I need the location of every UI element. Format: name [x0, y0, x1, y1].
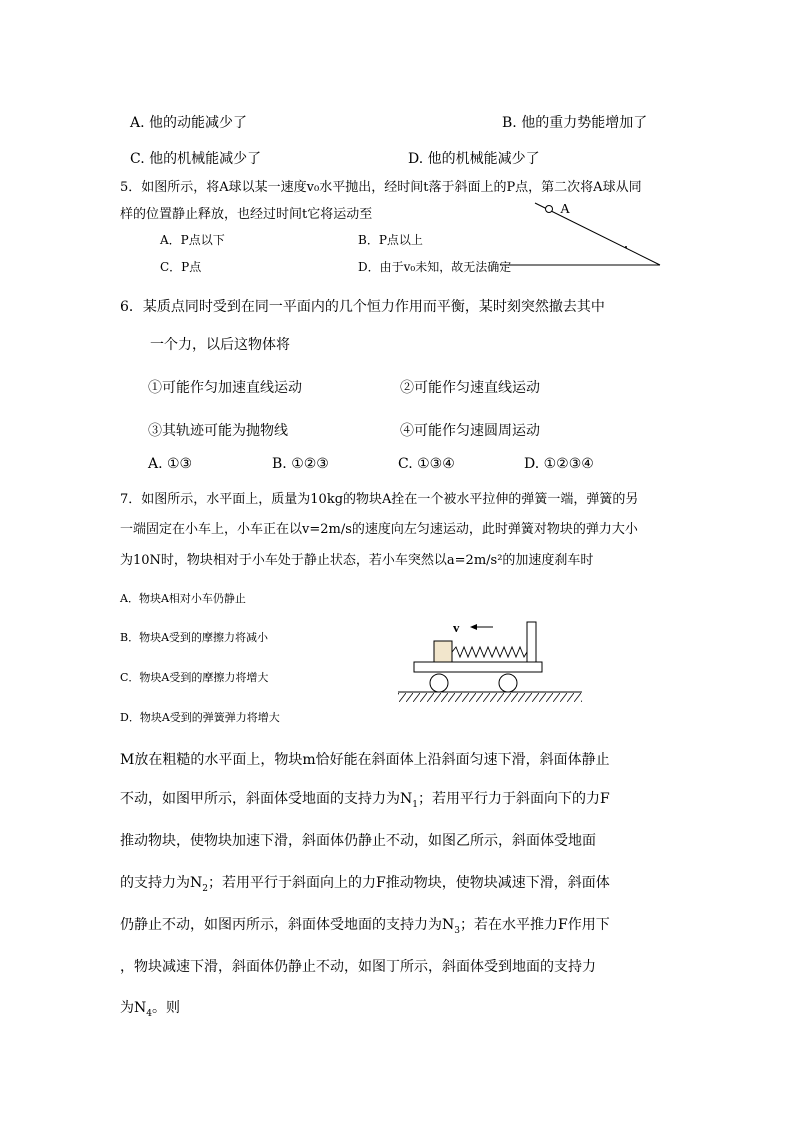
q7-option-b: B．物块A受到的摩擦力将减小: [120, 631, 269, 644]
q5-option-a: A．P点以下: [160, 233, 225, 247]
q8-line5: 仍静止不动，如图丙所示，斜面体受地面的支持力为$N_3$；若在水平推力F作用下: [120, 917, 610, 936]
q8-line2: 不动，如图甲所示，斜面体受地面的支持力为$N_1$；若用平行力于斜面向下的力F: [120, 791, 610, 810]
q7-velocity-label: v: [453, 620, 460, 635]
q7-option-c: C．物块A受到的摩擦力将增大: [120, 671, 269, 684]
q7-cart-platform: [414, 662, 542, 672]
q5-stem-line1: 5．如图所示，将A球以某一速度v₀水平抛出，经时间t落于斜面上的P点，第二次将A球从同: [120, 180, 642, 195]
q7-stem-line2: 一端固定在小车上，小车正在以v=2m/s的速度向左匀速运动，此时弹簧对物块的弹力大小: [120, 522, 638, 537]
q7-ground-hatch: [398, 693, 582, 702]
q8-line7: 为$N_4$。则: [120, 1000, 180, 1019]
q8-line6: ，物块减速下滑，斜面体仍静止不动，如图丁所示，斜面体受到地面的支持力: [120, 959, 596, 975]
q5-option-c: C．P点: [160, 260, 202, 274]
q6-stem-line2: 一个力，以后这物体将: [150, 337, 290, 353]
q6-statement-1: ①可能作匀加速直线运动: [148, 380, 302, 396]
q4-option-a: A. 他的动能减少了: [130, 115, 248, 131]
q6-option-b: B. ①②③: [272, 456, 329, 472]
q8-line1: M放在粗糙的水平面上，物块m恰好能在斜面体上沿斜面匀速下滑，斜面体静止: [120, 752, 610, 768]
q7-spring: [452, 647, 527, 657]
q4-option-b: B. 他的重力势能增加了: [502, 115, 648, 131]
q6-statement-4: ④可能作匀速圆周运动: [400, 423, 540, 439]
q7-option-d: D．物块A受到的弹簧弹力将增大: [120, 711, 280, 724]
q5-option-b: B．P点以上: [358, 233, 423, 247]
q8-line3: 推动物块，使物块加速下滑，斜面体仍静止不动，如图乙所示，斜面体受地面: [120, 833, 596, 849]
q5-ball-label: A: [560, 202, 571, 217]
q4-option-d: D. 他的机械能减少了: [408, 151, 540, 167]
q4-option-c: C. 他的机械能减少了: [130, 151, 262, 167]
q7-wheel-right: [499, 674, 517, 692]
q7-velocity-arrowhead: [470, 624, 477, 630]
q6-statement-3: ③其轨迹可能为抛物线: [148, 423, 288, 439]
q7-cart-wall: [527, 622, 536, 662]
q7-stem-line1: 7．如图所示，水平面上，质量为10kg的物块A拴在一个被水平拉伸的弹簧一端，弹簧的另: [120, 492, 639, 507]
q7-block-a: [434, 641, 452, 662]
q7-option-a: A．物块A相对小车仍静止: [120, 592, 246, 605]
q6-stem-line1: 6．某质点同时受到在同一平面内的几个恒力作用而平衡，某时刻突然撤去其中: [120, 299, 605, 315]
q5-stem-line2: 样的位置静止释放，也经过时间t它将运动至: [120, 207, 373, 222]
q6-option-c: C. ①③④: [398, 456, 455, 472]
q6-statement-2: ②可能作匀速直线运动: [400, 380, 540, 396]
q6-option-d: D. ①②③④: [524, 456, 594, 472]
q6-option-a: A. ①③: [148, 456, 193, 472]
q5-option-d: D．由于v₀未知，故无法确定: [358, 260, 512, 274]
q7-stem-line3: 为10N时，物块相对于小车处于静止状态，若小车突然以a=2m/s²的加速度刹车时: [120, 553, 594, 568]
q8-line4: 的支持力为$N_2$；若用平行于斜面向上的力F推动物块，使物块减速下滑，斜面体: [120, 875, 610, 894]
q7-wheel-left: [430, 674, 448, 692]
